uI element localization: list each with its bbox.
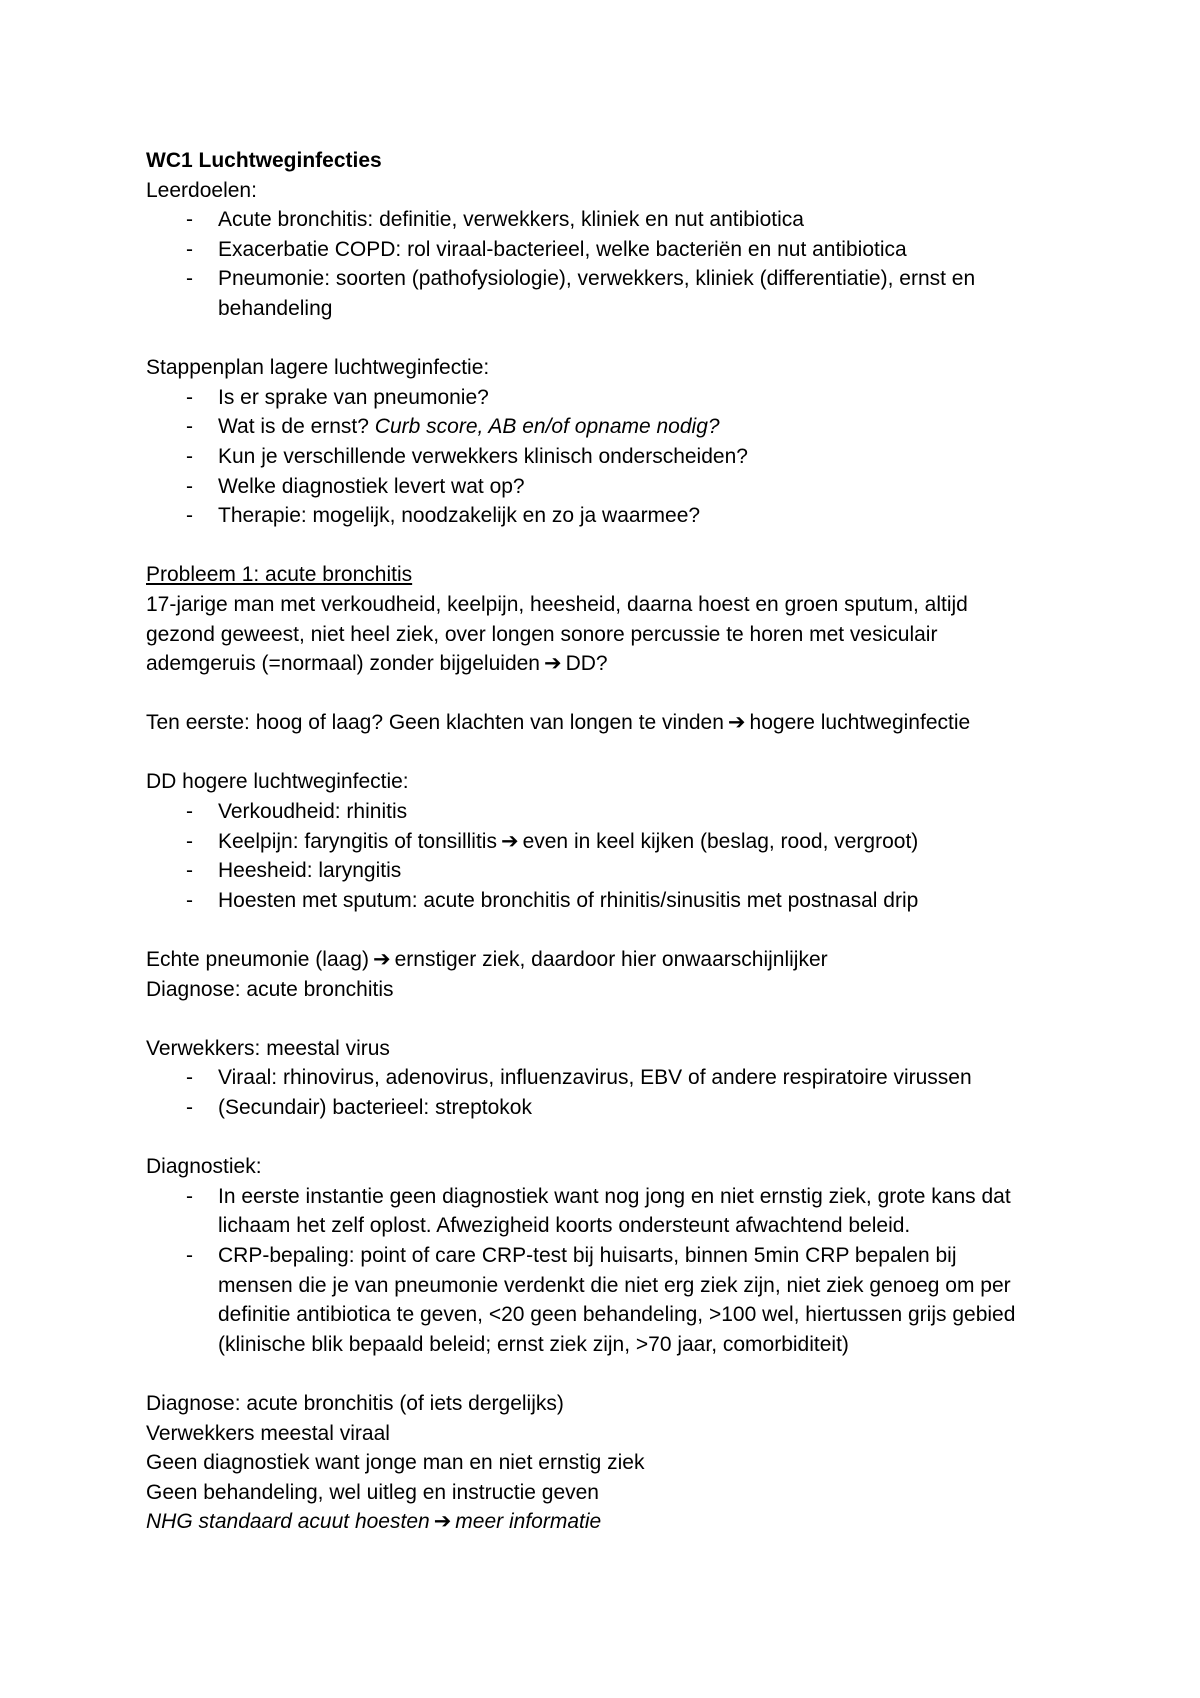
probleem1-heading: Probleem 1: acute bronchitis — [146, 563, 413, 587]
list-item-line: (klinische blik bepaald beleid; ernst ziek zijn, >70 jaar, comorbiditeit) — [218, 1332, 849, 1356]
ten-eerste-text: Ten eerste: hoog of laag? Geen klachten van longen te vinden — [146, 711, 724, 735]
list-item-line: lichaam het zelf oplost. Afwezigheid koorts ondersteunt afwachtend beleid. — [218, 1214, 911, 1238]
list-item-text: Keelpijn: faryngitis of tonsillitis — [218, 829, 497, 853]
list-item-text: even in keel kijken (beslag, rood, vergroot) — [522, 829, 919, 853]
list-item: - Therapie: mogelijk, noodzakelijk en zo ja waarmee? — [146, 501, 1076, 531]
arrow-right-icon: ➔ — [500, 829, 519, 853]
list-item — [146, 412, 1076, 442]
echte-pneumonie-text: ernstiger ziek, daardoor hier onwaarschijnlijker — [394, 948, 828, 972]
conclusie-line: Geen behandeling, wel uitleg en instructie geven — [146, 1480, 599, 1504]
list-item: - Pneumonie: soorten (pathofysiologie), verwekkers, kliniek (differentiatie), ernst en — [146, 264, 1076, 294]
conclusie-line: Diagnose: acute bronchitis (of iets dergelijks) — [146, 1391, 564, 1415]
diagnostiek-heading: Diagnostiek: — [146, 1155, 262, 1179]
list-item: - Welke diagnostiek levert wat op? — [146, 472, 1076, 502]
verwekkers-list — [146, 1063, 1076, 1122]
list-item: - Acute bronchitis: definitie, verwekkers, kliniek en nut antibiotica — [146, 205, 1076, 235]
conclusie-line: Verwekkers meestal viraal — [146, 1421, 390, 1445]
case-text — [146, 649, 1076, 679]
list-item: - Heesheid: laryngitis — [146, 856, 1076, 886]
conclusie-line: Geen diagnostiek want jonge man en niet ernstig ziek — [146, 1451, 645, 1475]
ten-eerste-line — [146, 708, 1076, 738]
arrow-right-icon: ➔ — [372, 948, 391, 972]
leerdoelen-list — [146, 205, 1076, 294]
arrow-right-icon: ➔ — [433, 1510, 452, 1534]
arrow-right-icon: ➔ — [727, 711, 746, 735]
list-item: - Is er sprake van pneumonie? — [146, 383, 1076, 413]
diagnose-line: Diagnose: acute bronchitis — [146, 977, 394, 1001]
list-item-text: Wat is de ernst? — [218, 415, 375, 439]
nhg-reference-text: NHG standaard acuut hoesten — [146, 1510, 430, 1534]
curb-score-note: Curb score, AB en/of opname nodig? — [374, 415, 720, 439]
nhg-reference — [146, 1507, 1076, 1537]
ten-eerste-conclusion: hogere luchtweginfectie — [749, 711, 971, 735]
case-text: gezond geweest, niet heel ziek, over longen sonore percussie te horen met vesiculair — [146, 622, 938, 646]
list-item: - Exacerbatie COPD: rol viraal-bacterieel, welke bacteriën en nut antibiotica — [146, 235, 1076, 265]
echte-pneumonie-text: Echte pneumonie (laag) — [146, 948, 369, 972]
stappenplan-list — [146, 383, 1076, 531]
list-item: - Kun je verschillende verwekkers klinisch onderscheiden? — [146, 442, 1076, 472]
dd-heading: DD hogere luchtweginfectie: — [146, 770, 409, 794]
nhg-reference-text: meer informatie — [455, 1510, 602, 1534]
list-item-line: - CRP-bepaling: point of care CRP-test bij huisarts, binnen 5min CRP bepalen bij — [218, 1243, 957, 1267]
case-text: 17-jarige man met verkoudheid, keelpijn, heesheid, daarna hoest en groen sputum, altijd — [146, 592, 968, 616]
dd-list — [146, 797, 1076, 915]
case-text-part: DD? — [565, 652, 608, 676]
arrow-right-icon: ➔ — [543, 652, 562, 676]
list-item: - Viraal: rhinovirus, adenovirus, influenzavirus, EBV of andere respiratoire virussen — [146, 1063, 1076, 1093]
list-item — [146, 827, 1076, 857]
diagnostiek-list — [146, 1182, 1076, 1360]
echte-pneumonie-line — [146, 945, 1076, 975]
list-item-line: mensen die je van pneumonie verdenkt die niet erg ziek zijn, niet ziek genoeg om per — [218, 1273, 1011, 1297]
document-title: WC1 Luchtweginfecties — [146, 149, 382, 172]
list-item: - (Secundair) bacterieel: streptokok — [146, 1093, 1076, 1123]
case-text-part: ademgeruis (=normaal) zonder bijgeluiden — [146, 652, 540, 676]
list-item — [146, 1241, 1076, 1359]
list-item — [146, 1182, 1076, 1241]
list-item: - Hoesten met sputum: acute bronchitis of rhinitis/sinusitis met postnasal drip — [146, 886, 1076, 916]
leerdoelen-heading: Leerdoelen: — [146, 178, 257, 202]
list-item-line: - In eerste instantie geen diagnostiek want nog jong en niet ernstig ziek, grote kans dat — [218, 1184, 1011, 1208]
stappenplan-heading: Stappenplan lagere luchtweginfectie: — [146, 356, 490, 380]
leerdoelen-continuation: behandeling — [218, 296, 333, 320]
list-item-line: definitie antibiotica te geven, <20 geen behandeling, >100 wel, hiertussen grijs gebied — [218, 1303, 1016, 1327]
document-page — [146, 146, 1076, 1537]
list-item: - Verkoudheid: rhinitis — [146, 797, 1076, 827]
verwekkers-heading: Verwekkers: meestal virus — [146, 1036, 390, 1060]
